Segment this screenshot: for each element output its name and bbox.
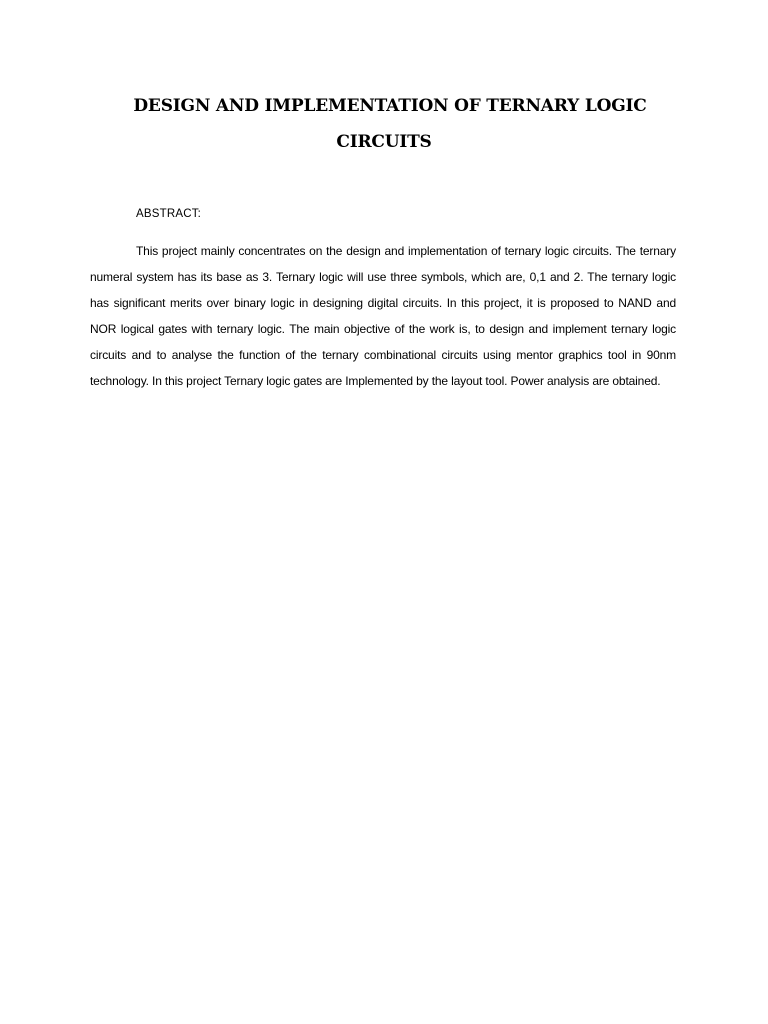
abstract-heading: ABSTRACT:	[136, 208, 202, 220]
document-title-line-1: DESIGN AND IMPLEMENTATION OF TERNARY LOGIC	[133, 96, 647, 116]
abstract-paragraph: This project mainly concentrates on the design and implementation of ternary logic circuits. The ternary numeral system has its base as 3. Ternary logic will use three symbols, which are, 0,1 and 2. The ternary logic has significant merits over binary logic in designing digital circuits. In this project, it is proposed to NAND and NOR logical gates with ternary logic. The main objective of the work is, to design and implement ternary logic circuits and to analyse the function of the ternary combinational circuits using mentor graphics tool in 90nm technology. In this project Ternary logic gates are Implemented by the layout tool. Power analysis are obtained.	[90, 244, 676, 388]
document-title-line-2: CIRCUITS	[336, 132, 432, 152]
